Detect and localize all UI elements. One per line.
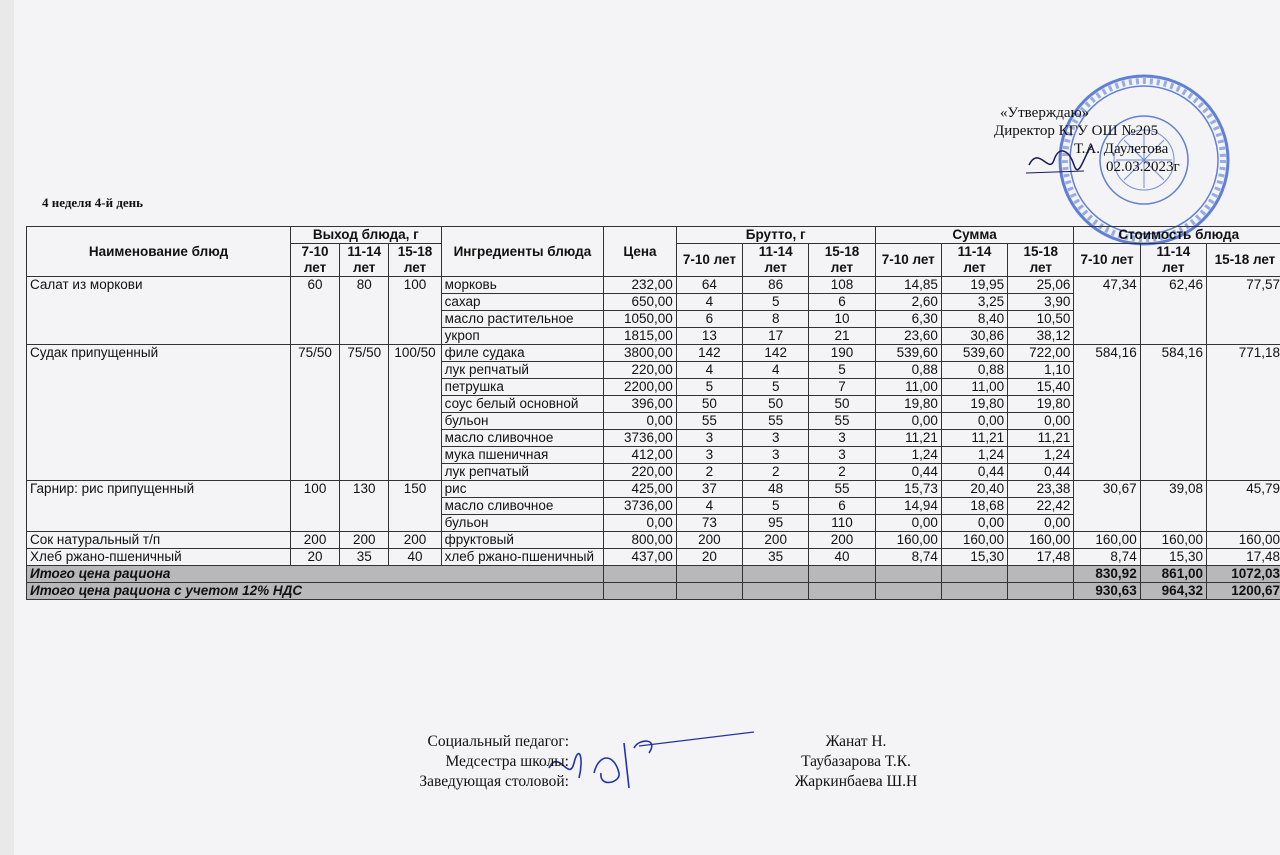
brutto-cell: 4 [676, 294, 742, 311]
sum-cell: 19,80 [1008, 396, 1074, 413]
price-cell: 3736,00 [604, 498, 677, 515]
header-age: 15-18 лет [1206, 244, 1280, 277]
brutto-cell: 48 [743, 481, 809, 498]
brutto-cell: 35 [743, 549, 809, 566]
price-cell: 220,00 [604, 362, 677, 379]
header-age: 7-10 лет [875, 244, 941, 277]
sum-cell: 17,48 [1008, 549, 1074, 566]
cost-cell: 8,74 [1074, 549, 1140, 566]
brutto-cell: 3 [676, 447, 742, 464]
sum-cell: 3,25 [941, 294, 1007, 311]
footer-signatures [539, 728, 759, 798]
sum-cell: 14,94 [875, 498, 941, 515]
header-age: 11-14 лет [941, 244, 1007, 277]
sum-cell: 0,44 [1008, 464, 1074, 481]
ingredient-cell: масло сливочное [441, 430, 603, 447]
approval-director: Директор КГУ ОШ №205 [994, 123, 1159, 139]
sum-cell: 15,30 [941, 549, 1007, 566]
brutto-cell: 37 [676, 481, 742, 498]
brutto-cell: 110 [809, 515, 875, 532]
footer-name: Жаркинбаева Ш.Н [794, 773, 918, 790]
menu-table [26, 226, 1280, 600]
sum-cell: 38,12 [1008, 328, 1074, 345]
cost-cell: 160,00 [1074, 532, 1140, 549]
ingredient-cell: лук репчатый [441, 362, 603, 379]
ingredient-cell: лук репчатый [441, 464, 603, 481]
brutto-cell: 200 [743, 532, 809, 549]
sum-cell: 23,38 [1008, 481, 1074, 498]
price-cell: 425,00 [604, 481, 677, 498]
output-cell: 20 [290, 549, 339, 566]
sum-cell: 539,60 [875, 345, 941, 362]
ingredient-cell: филе судака [441, 345, 603, 362]
total-row [27, 583, 1280, 600]
brutto-cell: 142 [676, 345, 742, 362]
output-cell: 100 [389, 277, 441, 345]
sum-cell: 1,24 [875, 447, 941, 464]
approval-date: 02.03.2023г [1106, 159, 1180, 175]
brutto-cell: 55 [676, 413, 742, 430]
header-age: 15-18 лет [1008, 244, 1074, 277]
header-ingredients: Ингредиенты блюда [441, 227, 603, 277]
sum-cell: 25,06 [1008, 277, 1074, 294]
sum-cell: 0,00 [1008, 515, 1074, 532]
total-empty-cell [875, 583, 941, 600]
sum-cell: 14,85 [875, 277, 941, 294]
cost-cell: 584,16 [1074, 345, 1140, 481]
sum-cell: 11,21 [941, 430, 1007, 447]
brutto-cell: 5 [676, 379, 742, 396]
ingredient-cell: петрушка [441, 379, 603, 396]
sum-cell: 160,00 [1008, 532, 1074, 549]
sum-cell: 23,60 [875, 328, 941, 345]
total-empty-cell [941, 566, 1007, 583]
header-age: 11-14 лет [1140, 244, 1206, 277]
total-empty-cell [1008, 583, 1074, 600]
brutto-cell: 3 [809, 447, 875, 464]
sum-cell: 11,21 [1008, 430, 1074, 447]
ingredient-cell: хлеб ржано-пшеничный [441, 549, 603, 566]
output-cell: 60 [290, 277, 339, 345]
sum-cell: 1,24 [1008, 447, 1074, 464]
total-empty-cell [604, 566, 677, 583]
cost-cell: 160,00 [1206, 532, 1280, 549]
sum-cell: 19,80 [941, 396, 1007, 413]
sum-cell: 15,73 [875, 481, 941, 498]
total-value-cell: 1072,03 [1206, 566, 1280, 583]
brutto-cell: 5 [809, 362, 875, 379]
output-cell: 75/50 [340, 345, 389, 481]
brutto-cell: 2 [676, 464, 742, 481]
footer-name: Таубазарова Т.К. [801, 753, 911, 770]
output-cell: 200 [340, 532, 389, 549]
cost-cell: 77,57 [1206, 277, 1280, 345]
table-row [27, 277, 1280, 294]
cost-cell: 47,34 [1074, 277, 1140, 345]
sum-cell: 3,90 [1008, 294, 1074, 311]
ingredient-cell: мука пшеничная [441, 447, 603, 464]
total-value-cell: 861,00 [1140, 566, 1206, 583]
sum-cell: 19,80 [875, 396, 941, 413]
brutto-cell: 95 [743, 515, 809, 532]
approval-title: «Утверждаю» [1000, 105, 1090, 121]
brutto-cell: 6 [809, 294, 875, 311]
sum-cell: 0,00 [1008, 413, 1074, 430]
brutto-cell: 8 [743, 311, 809, 328]
total-label: Итого цена рациона [27, 566, 604, 583]
header-age: 15-18 лет [389, 244, 441, 277]
output-cell: 40 [389, 549, 441, 566]
sum-cell: 0,00 [941, 413, 1007, 430]
output-cell: 200 [389, 532, 441, 549]
sum-cell: 8,74 [875, 549, 941, 566]
header-age: 7-10 лет [290, 244, 339, 277]
dish-name-cell: Гарнир: рис припущенный [27, 481, 291, 532]
brutto-cell: 200 [809, 532, 875, 549]
sum-cell: 0,00 [875, 413, 941, 430]
output-cell: 130 [340, 481, 389, 532]
sum-cell: 2,60 [875, 294, 941, 311]
total-empty-cell [875, 566, 941, 583]
brutto-cell: 5 [743, 294, 809, 311]
sum-cell: 15,40 [1008, 379, 1074, 396]
price-cell: 412,00 [604, 447, 677, 464]
brutto-cell: 7 [809, 379, 875, 396]
total-empty-cell [809, 583, 875, 600]
cost-cell: 62,46 [1140, 277, 1206, 345]
header-dish: Наименование блюд [27, 227, 291, 277]
total-empty-cell [941, 583, 1007, 600]
total-value-cell: 1200,67 [1206, 583, 1280, 600]
total-empty-cell [1008, 566, 1074, 583]
price-cell: 1050,00 [604, 311, 677, 328]
header-age: 11-14 лет [743, 244, 809, 277]
day-title: 4 неделя 4-й день [42, 195, 144, 210]
dish-name-cell: Судак припущенный [27, 345, 291, 481]
price-cell: 0,00 [604, 413, 677, 430]
output-cell: 75/50 [290, 345, 339, 481]
ingredient-cell: бульон [441, 515, 603, 532]
price-cell: 232,00 [604, 277, 677, 294]
brutto-cell: 200 [676, 532, 742, 549]
brutto-cell: 3 [743, 430, 809, 447]
brutto-cell: 4 [676, 498, 742, 515]
header-age: 7-10 лет [1074, 244, 1140, 277]
sum-cell: 160,00 [941, 532, 1007, 549]
ingredient-cell: соус белый основной [441, 396, 603, 413]
sum-cell: 160,00 [875, 532, 941, 549]
footer-name: Жанат Н. [825, 733, 887, 750]
brutto-cell: 4 [676, 362, 742, 379]
brutto-cell: 55 [809, 481, 875, 498]
brutto-cell: 108 [809, 277, 875, 294]
sum-cell: 10,50 [1008, 311, 1074, 328]
sum-cell: 20,40 [941, 481, 1007, 498]
approval-block [994, 104, 1204, 176]
header-cost: Стоимость блюда [1074, 227, 1280, 244]
ingredient-cell: масло растительное [441, 311, 603, 328]
total-empty-cell [604, 583, 677, 600]
brutto-cell: 3 [676, 430, 742, 447]
sum-cell: 0,00 [875, 515, 941, 532]
brutto-cell: 50 [676, 396, 742, 413]
cost-cell: 15,30 [1140, 549, 1206, 566]
sum-cell: 0,44 [875, 464, 941, 481]
header-price: Цена [604, 227, 677, 277]
price-cell: 800,00 [604, 532, 677, 549]
output-cell: 80 [340, 277, 389, 345]
output-cell: 35 [340, 549, 389, 566]
sum-cell: 722,00 [1008, 345, 1074, 362]
dish-name-cell: Сок натуральный т/п [27, 532, 291, 549]
cost-cell: 39,08 [1140, 481, 1206, 532]
brutto-cell: 2 [743, 464, 809, 481]
output-cell: 100/50 [389, 345, 441, 481]
brutto-cell: 55 [743, 413, 809, 430]
header-sum: Сумма [875, 227, 1074, 244]
brutto-cell: 142 [743, 345, 809, 362]
sum-cell: 11,21 [875, 430, 941, 447]
brutto-cell: 64 [676, 277, 742, 294]
total-empty-cell [743, 566, 809, 583]
header-age: 15-18 лет [809, 244, 875, 277]
total-empty-cell [743, 583, 809, 600]
cost-cell: 584,16 [1140, 345, 1206, 481]
cost-cell: 771,18 [1206, 345, 1280, 481]
brutto-cell: 10 [809, 311, 875, 328]
ingredient-cell: масло сливочное [441, 498, 603, 515]
brutto-cell: 6 [676, 311, 742, 328]
price-cell: 220,00 [604, 464, 677, 481]
footer-names [776, 732, 936, 792]
brutto-cell: 4 [743, 362, 809, 379]
sum-cell: 1,10 [1008, 362, 1074, 379]
brutto-cell: 13 [676, 328, 742, 345]
price-cell: 437,00 [604, 549, 677, 566]
ingredient-cell: сахар [441, 294, 603, 311]
brutto-cell: 20 [676, 549, 742, 566]
table-row [27, 481, 1280, 498]
brutto-cell: 86 [743, 277, 809, 294]
header-age: 7-10 лет [676, 244, 742, 277]
sum-cell: 11,00 [875, 379, 941, 396]
brutto-cell: 50 [743, 396, 809, 413]
sum-cell: 0,00 [941, 515, 1007, 532]
sum-cell: 18,68 [941, 498, 1007, 515]
header-brutto: Брутто, г [676, 227, 875, 244]
sum-cell: 0,88 [875, 362, 941, 379]
totals-body [27, 566, 1280, 600]
brutto-cell: 3 [809, 430, 875, 447]
brutto-cell: 50 [809, 396, 875, 413]
total-empty-cell [676, 566, 742, 583]
sum-cell: 19,95 [941, 277, 1007, 294]
document-page [14, 0, 1280, 855]
sum-cell: 539,60 [941, 345, 1007, 362]
total-value-cell: 930,63 [1074, 583, 1140, 600]
table-row [27, 345, 1280, 362]
ingredient-cell: фруктовый [441, 532, 603, 549]
ingredient-cell: укроп [441, 328, 603, 345]
total-value-cell: 964,32 [1140, 583, 1206, 600]
header-output: Выход блюда, г [290, 227, 441, 244]
brutto-cell: 2 [809, 464, 875, 481]
sum-cell: 11,00 [941, 379, 1007, 396]
brutto-cell: 3 [743, 447, 809, 464]
price-cell: 3800,00 [604, 345, 677, 362]
menu-body [27, 277, 1280, 566]
cost-cell: 30,67 [1074, 481, 1140, 532]
sum-cell: 1,24 [941, 447, 1007, 464]
ingredient-cell: бульон [441, 413, 603, 430]
total-label: Итого цена рациона с учетом 12% НДС [27, 583, 604, 600]
output-cell: 150 [389, 481, 441, 532]
footer-role: Социальный педагог: [427, 733, 569, 750]
sum-cell: 22,42 [1008, 498, 1074, 515]
footer-roles [364, 732, 569, 792]
brutto-cell: 17 [743, 328, 809, 345]
price-cell: 396,00 [604, 396, 677, 413]
price-cell: 1815,00 [604, 328, 677, 345]
price-cell: 2200,00 [604, 379, 677, 396]
price-cell: 650,00 [604, 294, 677, 311]
brutto-cell: 6 [809, 498, 875, 515]
cost-cell: 160,00 [1140, 532, 1206, 549]
cost-cell: 45,79 [1206, 481, 1280, 532]
brutto-cell: 5 [743, 379, 809, 396]
sum-cell: 8,40 [941, 311, 1007, 328]
sum-cell: 0,44 [941, 464, 1007, 481]
dish-name-cell: Хлеб ржано-пшеничный [27, 549, 291, 566]
approval-name: Т.А. Даулетова [1074, 141, 1169, 157]
brutto-cell: 55 [809, 413, 875, 430]
brutto-cell: 190 [809, 345, 875, 362]
output-cell: 200 [290, 532, 339, 549]
brutto-cell: 21 [809, 328, 875, 345]
brutto-cell: 73 [676, 515, 742, 532]
cost-cell: 17,48 [1206, 549, 1280, 566]
footer-role: Медсестра школы: [445, 753, 569, 770]
table-row [27, 549, 1280, 566]
total-row [27, 566, 1280, 583]
table-row [27, 532, 1280, 549]
output-cell: 100 [290, 481, 339, 532]
header-age: 11-14 лет [340, 244, 389, 277]
ingredient-cell: морковь [441, 277, 603, 294]
footer-role: Заведующая столовой: [419, 773, 569, 790]
brutto-cell: 5 [743, 498, 809, 515]
total-value-cell: 830,92 [1074, 566, 1140, 583]
dish-name-cell: Салат из моркови [27, 277, 291, 345]
sum-cell: 0,88 [941, 362, 1007, 379]
ingredient-cell: рис [441, 481, 603, 498]
price-cell: 3736,00 [604, 430, 677, 447]
total-empty-cell [676, 583, 742, 600]
sum-cell: 30,86 [941, 328, 1007, 345]
brutto-cell: 40 [809, 549, 875, 566]
sum-cell: 6,30 [875, 311, 941, 328]
total-empty-cell [809, 566, 875, 583]
price-cell: 0,00 [604, 515, 677, 532]
